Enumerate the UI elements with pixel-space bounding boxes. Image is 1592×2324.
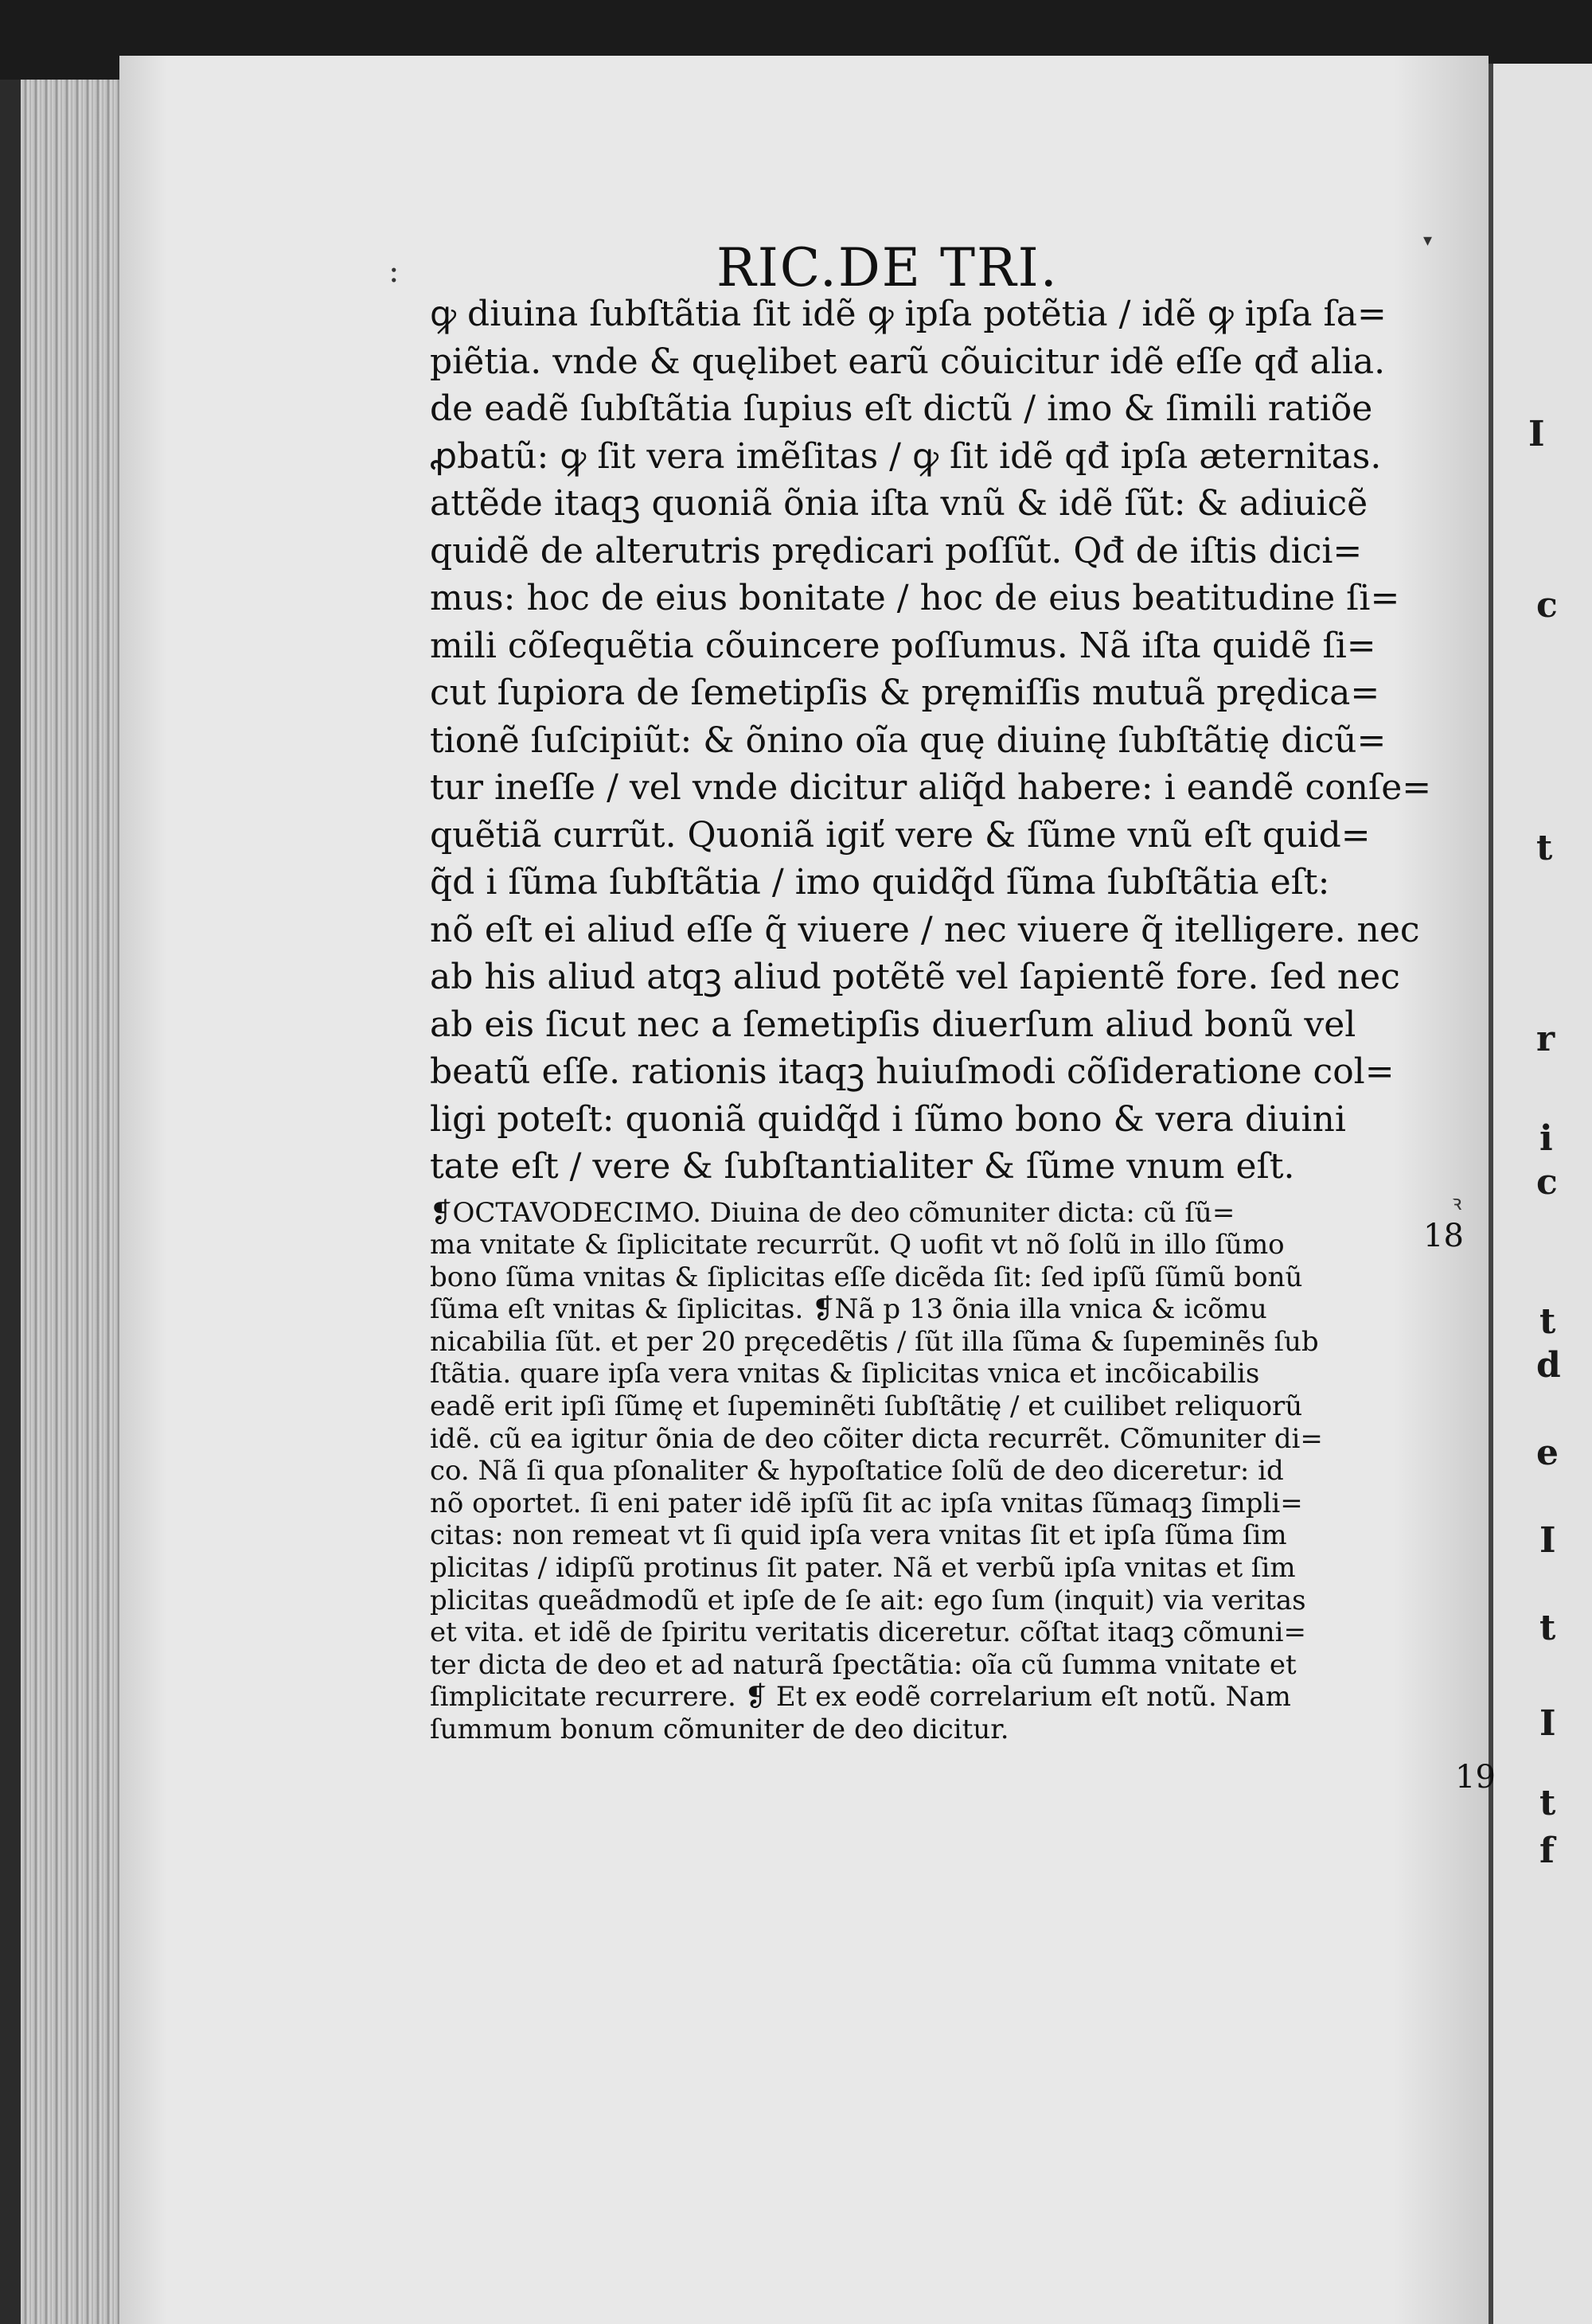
facing-letter: t (1536, 828, 1553, 868)
text-line: attẽde itaqꝫ quoniã õnia iſta vnũ & idẽ ſũt: & adiuicẽ (430, 483, 1368, 524)
edge-shadow (0, 80, 21, 2324)
text-line: de eadẽ ſubſtãtia ſupius eſt dictũ / imo & ſimili ratiõe (430, 388, 1373, 429)
text-line-small: ma vnitate & ſiplicitate recurrũt. Q uofit vt nõ ſolũ in illo ſũmo (430, 1229, 1285, 1261)
text-line: quẽtiã currũt. Quoniã igiť vere & ſũme vnũ eſt quid= (430, 814, 1371, 856)
text-line: q̃d i ſũma ſubſtãtia / imo quidq̃d ſũma ſubſtãtia eſt: (430, 862, 1330, 903)
text-line: piẽtia. vnde & quęlibet earũ cõuicitur idẽ eſſe qđ alia. (430, 341, 1386, 382)
facing-letter: I (1539, 1703, 1556, 1744)
facing-letter: e (1536, 1433, 1559, 1473)
text-line: ab eis ſicut nec a ſemetipſis diuerſum aliud bonũ vel (430, 1004, 1356, 1045)
facing-letter: t (1539, 1301, 1556, 1342)
facing-letter: t (1539, 1608, 1556, 1648)
text-line-small: ſimplicitate recurrere. ❡ Et ex eodẽ correlarium eſt notũ. Nam (430, 1681, 1291, 1714)
ink-speck: : (388, 253, 400, 290)
facing-letter: c (1536, 1162, 1558, 1203)
text-line-small: nicabilia ſũt. et per 20 pręcedẽtis / ſũt illa ſũma & ſupeminẽs ſub (430, 1325, 1319, 1358)
ink-speck: ▾ (1423, 231, 1433, 251)
ink-speck: ꝛ (1452, 1191, 1462, 1215)
text-line-small: et vita. et idẽ de ſpiritu veritatis diceretur. cõſtat itaqꝫ cõmuni= (430, 1616, 1307, 1649)
text-line-small: bono ſũma vnitas & ſiplicitas eſſe dicẽda ſit: ſed ipſũ ſũmũ bonũ (430, 1261, 1303, 1293)
facing-letter: t (1539, 1783, 1556, 1823)
text-line-small: co. Nã ſi qua pſonaliter & hypoſtatice ſolũ de deo diceretur: id (430, 1455, 1284, 1488)
text-line: tionẽ ſuſcipiũt: & õnino oĩa quę diuinę ſubſtãtię dicũ= (430, 719, 1387, 761)
text-line-small: ſũma eſt vnitas & ſiplicitas. ❡Nã p 13 õnia illa vnica & icõmu (430, 1293, 1267, 1326)
facing-letter: f (1539, 1831, 1555, 1871)
margin-number: 18 (1423, 1218, 1464, 1254)
text-line: mus: hoc de eius bonitate / hoc de eius beatitudine ſi= (430, 578, 1400, 618)
margin-number: 19 (1455, 1759, 1496, 1796)
text-line: tur ineſſe / vel vnde dicitur aliq̃d habere: i eandẽ conſe= (430, 767, 1432, 808)
text-line-small: eadẽ erit ipſi ſũmę et ſupeminẽti ſubſtãtię / et cuilibet reliquorũ (430, 1390, 1303, 1423)
main-text-block (430, 290, 1433, 1746)
text-line: cut ſupiora de ſemetipſis & pręmiſſis mutuã prędica= (430, 673, 1380, 713)
text-line-small: ❡OCTAVODECIMO. Diuina de deo cõmuniter dicta: cũ ſũ= (430, 1196, 1235, 1229)
text-line: ab his aliud atqꝫ aliud potẽtẽ vel ſapientẽ fore. ſed nec (430, 957, 1400, 997)
text-line: quidẽ de alterutris prędicari poſſũt. Qđ de iſtis dici= (430, 530, 1363, 571)
text-line: tate eſt / vere & ſubſtantialiter & ſũme vnum eſt. (430, 1146, 1295, 1187)
text-line: beatũ eſſe. rationis itaqꝫ huiuſmodi cõſideratione col= (430, 1051, 1395, 1092)
running-head: RIC.DE TRI. (716, 237, 1059, 298)
text-line-small: plicitas queãdmodũ et ipſe de ſe ait: ego ſum (inquit) via veritas (430, 1584, 1306, 1616)
text-line: ꝙ diuina ſubſtãtia ſit idẽ ꝙ ipſa potẽtia / idẽ ꝙ ipſa ſa= (430, 294, 1387, 334)
text-line-small: idẽ. cũ ea igitur õnia de deo cõiter dicta recurrẽt. Cõmuniter di= (430, 1422, 1323, 1455)
text-line: nõ eſt ei aliud eſſe q̃ viuere / nec viuere q̃ itelligere. nec (430, 909, 1420, 950)
text-line-small: nõ oportet. ſi eni pater idẽ ipſũ ſit ac ipſa vnitas ſũmaqꝫ ſimpli= (430, 1487, 1303, 1519)
text-line-small: plicitas / idipſũ protinus ſit pater. Nã et verbũ ipſa vnitas et ſim (430, 1552, 1296, 1585)
text-line: ꝓbatũ: ꝙ ſit vera imẽſitas / ꝙ ſit idẽ qđ ipſa æternitas. (430, 435, 1382, 477)
text-line-small: ſummum bonum cõmuniter de deo dicitur. (430, 1714, 1009, 1745)
text-line: ligi poteſt: quoniã quidq̃d i ſũmo bono & vera diuini (430, 1098, 1346, 1140)
text-line-small: ſtãtia. quare ipſa vera vnitas & ſiplicitas vnica et incõicabilis (430, 1358, 1260, 1390)
facing-letter: c (1536, 585, 1558, 626)
facing-letter: r (1536, 1019, 1555, 1059)
facing-letter: I (1539, 1520, 1556, 1561)
facing-letter: i (1539, 1118, 1553, 1159)
facing-letter: d (1536, 1345, 1561, 1386)
text-line: mili cõſequẽtia cõuincere poſſumus. Nã iſta quidẽ ſi= (430, 625, 1376, 666)
facing-letter: I (1528, 414, 1545, 454)
text-line-small: citas: non remeat vt ſi quid ipſa vera vnitas ſit et ipſa ſũma ſim (430, 1519, 1287, 1552)
facing-page-edge (1489, 64, 1592, 2324)
text-line-small: ter dicta de deo et ad naturã ſpectãtia: oĩa cũ ſumma vnitate et (430, 1648, 1297, 1681)
